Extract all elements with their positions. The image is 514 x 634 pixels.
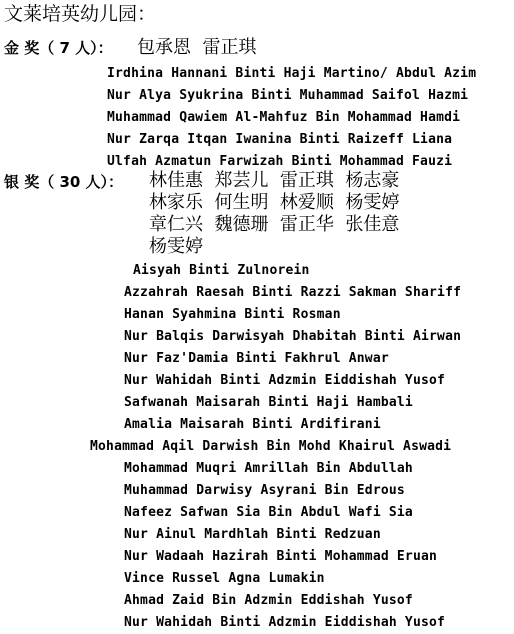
silver-name-item: Safwanah Maisarah Binti Haji Hambali [124, 395, 413, 410]
silver-name-item: Nur Balqis Darwisyah Dhabitah Binti Airwan [124, 329, 462, 344]
silver-name-item: Mohammad Muqri Amrillah Bin Abdullah [124, 461, 413, 476]
silver-name-item: Nur Wahidah Binti Adzmin Eiddishah Yusof [124, 373, 446, 388]
silver-name-item: Aisyah Binti Zulnorein [133, 263, 310, 278]
silver-award-label: 银 奖（ 30 人）： [4, 173, 124, 191]
gold-name-item: Ulfah Azmatun Farwizah Binti Mohammad Fauzi [107, 154, 453, 169]
gold-chinese-names: 包承恩 雷正琪 [137, 37, 257, 58]
silver-name-item: Hanan Syahmina Binti Rosman [124, 307, 341, 322]
silver-name-item: Amalia Maisarah Binti Ardifirani [124, 417, 381, 432]
gold-award-label: 金 奖（ 7 人）： [4, 39, 113, 57]
gold-name-item: Irdhina Hannani Binti Haji Martino/ Abdul Azim [107, 66, 477, 81]
gold-name-item: Nur Zarqa Itqan Iwanina Binti Raizeff Liana [107, 132, 453, 147]
silver-name-item: Nur Wadaah Hazirah Binti Mohammad Eruan [124, 549, 438, 564]
silver-chinese-row: 章仁兴 魏德珊 雷正华 张佳意 [149, 214, 400, 235]
silver-name-item: Ahmad Zaid Bin Adzmin Eddishah Yusof [124, 593, 413, 608]
silver-name-item: Nafeez Safwan Sia Bin Abdul Wafi Sia [124, 505, 413, 520]
silver-chinese-row: 林家乐 何生明 林爱顺 杨雯婷 [149, 192, 400, 213]
silver-name-item: Azzahrah Raesah Binti Razzi Sakman Shariff [124, 285, 462, 300]
gold-name-item: Nur Alya Syukrina Binti Muhammad Saifol Hazmi [107, 88, 469, 103]
silver-name-item: Muhammad Darwisy Asyrani Bin Edrous [124, 483, 405, 498]
silver-chinese-row: 林佳惠 郑芸儿 雷正琪 杨志豪 [149, 170, 400, 191]
silver-chinese-row: 杨雯婷 [149, 236, 203, 257]
silver-name-item: Nur Wahidah Binti Adzmin Eiddishah Yusof [124, 615, 446, 630]
silver-name-item: Nur Ainul Mardhlah Binti Redzuan [124, 527, 381, 542]
silver-name-item: Nur Faz'Damia Binti Fakhrul Anwar [124, 351, 389, 366]
silver-name-item: Mohammad Aqil Darwish Bin Mohd Khairul Aswadi [90, 439, 452, 454]
gold-name-item: Muhammad Qawiem Al-Mahfuz Bin Mohammad Hamdi [107, 110, 461, 125]
page-title: 文莱培英幼儿园： [4, 3, 157, 25]
silver-name-item: Vince Russel Agna Lumakin [124, 571, 325, 586]
